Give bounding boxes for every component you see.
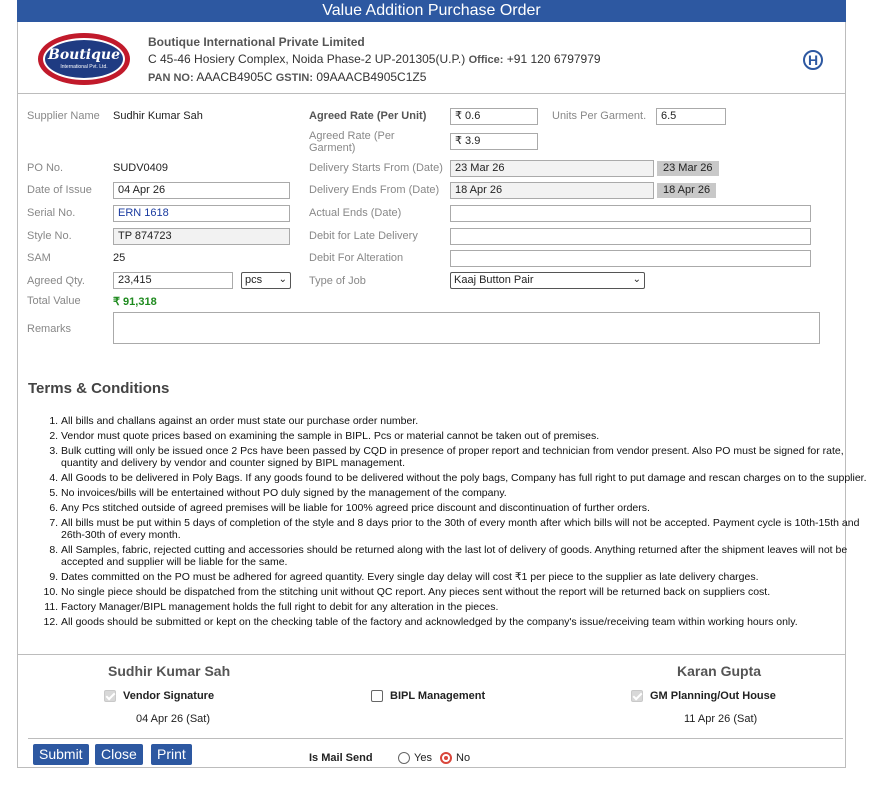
terms-item: 4. All Goods to be delivered in Poly Bags. If any goods found to be delivered without the poly bags, Company has full right to put damage and rescan charges on to the supplier. — [61, 472, 876, 484]
company-name: Boutique International Private Limited — [148, 35, 365, 49]
sam-label: SAM — [27, 252, 51, 264]
qty-unit-select[interactable] — [241, 272, 291, 289]
delivery-ends-label: Delivery Ends From (Date) — [309, 184, 440, 196]
close-button[interactable]: Close — [95, 744, 143, 765]
terms-title: Terms & Conditions — [28, 380, 170, 397]
delivery-ends-input[interactable]: 18 Apr 26 — [450, 182, 654, 199]
gm-planning-label: GM Planning/Out House — [650, 690, 776, 702]
actual-ends-input[interactable] — [450, 205, 811, 222]
agreed-rate-unit-input[interactable]: ₹ 0.6 — [450, 108, 538, 125]
agreed-rate-garment-input[interactable]: ₹ 3.9 — [450, 133, 538, 150]
units-per-garment-input[interactable]: 6.5 — [656, 108, 726, 125]
mail-yes-radio[interactable] — [398, 752, 410, 764]
bipl-management-label: BIPL Management — [390, 690, 486, 702]
page-title: Value Addition Purchase Order — [17, 0, 846, 22]
office-label: Office: — [468, 54, 504, 66]
vendor-signature-date: 04 Apr 26 (Sat) — [136, 713, 210, 725]
chevron-down-icon: ⌄ — [632, 274, 641, 285]
debit-alteration-input[interactable] — [450, 250, 811, 267]
terms-item: 12. All goods should be submitted or kept on the checking table of the factory and acknowledged by the company's issue/receiving team within working hours only. — [61, 616, 876, 628]
type-of-job-select[interactable] — [450, 272, 645, 289]
office-phone: +91 120 6797979 — [506, 52, 601, 66]
company-info — [148, 34, 601, 87]
delivery-starts-input[interactable]: 23 Mar 26 — [450, 160, 654, 177]
pan-number: AAACB4905C — [196, 70, 273, 84]
terms-item: 3. Bulk cutting will only be issued once 2 Pcs have been passed by CQD in presence of proper report and technician from vendor present. Also PO must be signed for rate, quantity and delivery by vendor and counter signed by BIPL management. — [61, 445, 876, 469]
terms-item: 6. Any Pcs stitched outside of agreed premises will be liable for 100% agreed price discount and discontinuation of further orders. — [61, 502, 876, 514]
terms-item: 5. No invoices/bills will be entertained without PO duly signed by the management of the company. — [61, 487, 876, 499]
actual-ends-label: Actual Ends (Date) — [309, 207, 402, 219]
total-value-label: Total Value — [27, 295, 81, 307]
chevron-down-icon: ⌄ — [278, 274, 287, 285]
logo-subtext: International Pvt. Ltd. — [60, 64, 108, 70]
type-of-job-label: Type of Job — [309, 275, 366, 287]
supplier-name-value: Sudhir Kumar Sah — [113, 110, 203, 122]
terms-item: 10. No single piece should be dispatched from the stitching unit without QC report. Any pieces sent without the report will be returned back on suppliers cost. — [61, 586, 876, 598]
total-value: ₹ 91,318 — [113, 296, 157, 308]
company-logo — [38, 33, 130, 85]
delivery-starts-badge: 23 Mar 26 — [657, 161, 719, 176]
terms-item: 8. All Samples, fabric, rejected cutting and accessories should be returned along with the last lot of delivery of goods. Anything returned after the shipment leaves will not be accepted and supplier will be liable for the same. — [61, 544, 876, 568]
agreed-rate-unit-label: Agreed Rate (Per Unit) — [309, 110, 427, 122]
type-of-job-value: Kaaj Button Pair — [454, 274, 534, 286]
terms-item: 7. All bills must be put within 5 days of completion of the style and 8 days prior to the 30th of every month after which bills will not be accepted. Payment cycle is 10th-15th and 26th-30th of every month. — [61, 517, 876, 541]
divider — [28, 738, 843, 739]
vendor-name: Sudhir Kumar Sah — [108, 663, 231, 679]
po-no-label: PO No. — [27, 162, 64, 174]
remarks-label: Remarks — [27, 323, 72, 335]
company-header — [18, 22, 845, 94]
vendor-signature-label: Vendor Signature — [123, 690, 215, 702]
po-no-value: SUDV0409 — [113, 162, 169, 174]
print-button[interactable]: Print — [151, 744, 192, 765]
pan-label: PAN NO: — [148, 72, 194, 84]
debit-late-input[interactable] — [450, 228, 811, 245]
delivery-ends-badge: 18 Apr 26 — [657, 183, 716, 198]
mail-send-label: Is Mail Send — [309, 752, 373, 764]
divider — [18, 654, 845, 655]
bipl-management-checkbox[interactable] — [371, 690, 383, 702]
terms-item: 2. Vendor must quote prices based on examining the sample in BIPL. Pcs or material cannot be taken out of premises. — [61, 430, 876, 442]
units-per-garment-label: Units Per Garment. — [552, 110, 647, 122]
mail-no-radio[interactable] — [440, 752, 452, 764]
gm-name: Karan Gupta — [677, 663, 762, 679]
company-address: C 45-46 Hosiery Complex, Noida Phase-2 UP-201305(U.P.) — [148, 52, 466, 66]
mail-yes-label: Yes — [414, 752, 432, 764]
agreed-qty-input[interactable]: 23,415 — [113, 272, 233, 289]
style-no-input[interactable]: TP 874723 — [113, 228, 290, 245]
submit-button[interactable]: Submit — [33, 744, 89, 765]
delivery-starts-label: Delivery Starts From (Date) — [309, 162, 443, 174]
serial-no-input[interactable]: ERN 1618 — [113, 205, 290, 222]
gm-planning-checkbox[interactable] — [631, 690, 643, 702]
mail-no-label: No — [456, 752, 471, 764]
terms-item: 9. Dates committed on the PO must be adhered for agreed quantity. Every single day delay will cost ₹1 per piece to the supplier as late delivery charges. — [61, 571, 876, 583]
terms-item: 11. Factory Manager/BIPL management holds the full right to debit for any alteration in the pieces. — [61, 601, 876, 613]
supplier-name-label: Supplier Name — [27, 110, 100, 122]
gstin-number: 09AAACB4905C1Z5 — [316, 70, 427, 84]
terms-item: 1. All bills and challans against an order must state our purchase order number. — [61, 415, 876, 427]
logo-text: Boutique — [47, 47, 120, 63]
terms-list — [20, 415, 876, 631]
debit-alteration-label: Debit For Alteration — [309, 252, 404, 264]
remarks-textarea[interactable] — [113, 312, 820, 344]
qty-unit-value: pcs — [245, 274, 263, 286]
gstin-label: GSTIN: — [275, 72, 313, 84]
gm-signature-date: 11 Apr 26 (Sat) — [684, 713, 758, 725]
agreed-qty-label: Agreed Qty. — [27, 275, 85, 287]
serial-no-label: Serial No. — [27, 207, 76, 219]
debit-late-label: Debit for Late Delivery — [309, 230, 418, 242]
h-logo-icon: H — [803, 50, 823, 70]
style-no-label: Style No. — [27, 230, 72, 242]
date-of-issue-label: Date of Issue — [27, 184, 92, 196]
date-of-issue-input[interactable]: 04 Apr 26 — [113, 182, 290, 199]
sam-value: 25 — [113, 252, 126, 264]
vendor-signature-checkbox[interactable] — [104, 690, 116, 702]
agreed-rate-garment-label: Agreed Rate (Per Garment) — [309, 130, 395, 154]
